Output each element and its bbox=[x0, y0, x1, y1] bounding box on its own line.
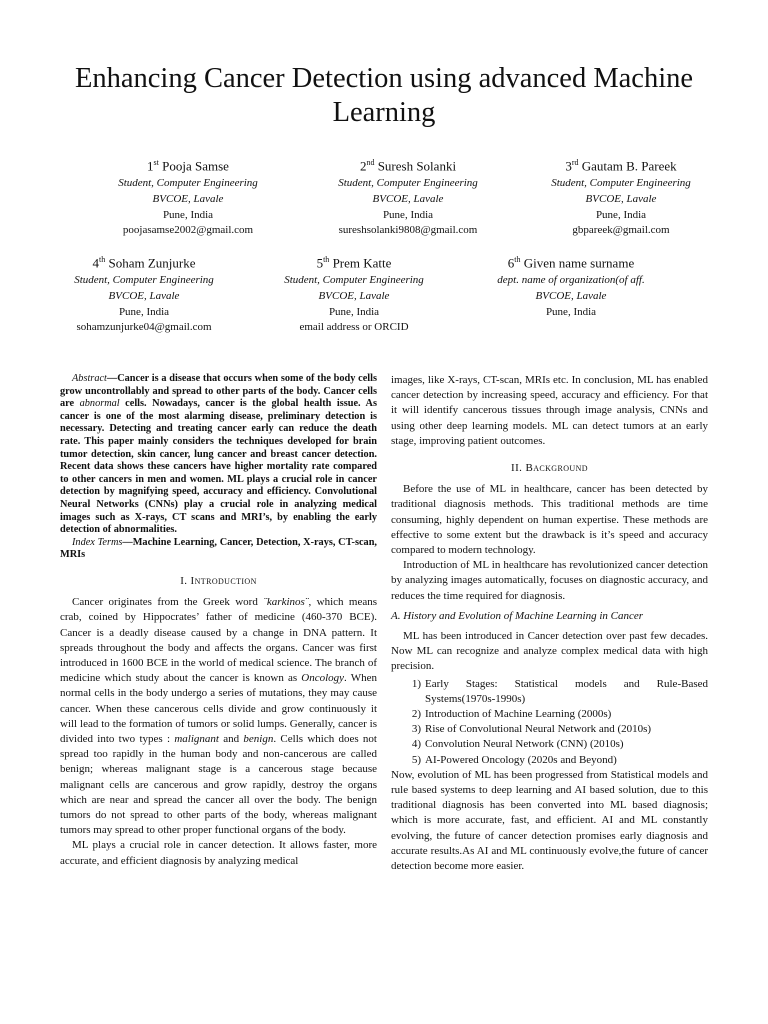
author-6 bbox=[451, 251, 691, 320]
background-paragraph-1: Before the use of ML in healthcare, cancer has been detected by traditional diagnosis methods. This traditional methods are time consuming, highly dependent on human expertise. These methods are effective to some extent but the drawback is it’s speed and accuracy compared to modern technology. bbox=[391, 483, 708, 557]
author-email: sohamzunjurke04@gmail.com bbox=[76, 321, 212, 334]
author-role: Student, Computer Engineering bbox=[74, 274, 214, 287]
abstract: Abstract—Cancer is a disease that occurs when some of the body cells grow uncontrollably and spread to other parts of the body. Cancer cells are abnormal cells. Nowadays, cancer is the global health issue. As cancer is one of the most alarming disease, preliminary detection is necessary. Detecting and treating cancer early can reduce the death rate. This paper mainly considers the techniques developed for brain tumor detection, skin cancer, lung cancer and breast cancer detection. Recent data shows these cancers have higher mortality rate compared to other cancers in men and women. ML plays a crucial role in cancer detection by magnifying speed, accuracy and efficiency. Convolutional Neural Networks (CNNs) play a crucial role in analyzing medical images such as X-rays, CT scans and MRI’s, by enabling the early detection of abnormalities. bbox=[60, 373, 377, 536]
list-item: 2) Introduction of Machine Learning (2000s) bbox=[411, 708, 612, 721]
author-institution: BVCOE, Lavale bbox=[318, 289, 390, 302]
author-location: Pune, India bbox=[162, 208, 214, 221]
author-5 bbox=[234, 251, 474, 336]
author-name: 3rd Gautam B. Pareek bbox=[565, 158, 677, 174]
list-item: 1) Early Stages: Statistical models and Rule-Based Systems(1970s-1990s) bbox=[411, 677, 708, 705]
author-email: sureshsolanki9808@gmail.com bbox=[338, 224, 478, 237]
author-role: dept. name of organization(of aff. bbox=[497, 274, 645, 287]
author-institution: BVCOE, Lavale bbox=[152, 192, 224, 205]
author-location: Pune, India bbox=[382, 208, 434, 221]
author-location: Pune, India bbox=[118, 305, 170, 318]
author-email: gbpareek@gmail.com bbox=[572, 224, 670, 237]
author-name: 6th Given name surname bbox=[507, 255, 635, 271]
author-location: Pune, India bbox=[328, 305, 380, 318]
author-role: Student, Computer Engineering bbox=[118, 177, 258, 190]
author-role: Student, Computer Engineering bbox=[338, 177, 478, 190]
list-item: 3) Rise of Convolutional Neural Network and (2010s) bbox=[411, 723, 652, 736]
author-institution: BVCOE, Lavale bbox=[372, 192, 444, 205]
author-location: Pune, India bbox=[545, 305, 597, 318]
author-3 bbox=[501, 154, 741, 239]
author-name: 4th Soham Zunjurke bbox=[92, 255, 196, 271]
author-institution: BVCOE, Lavale bbox=[108, 289, 180, 302]
right-column bbox=[391, 373, 708, 874]
author-name: 2nd Suresh Solanki bbox=[359, 158, 457, 174]
author-1 bbox=[68, 154, 308, 239]
author-name: 1st Pooja Samse bbox=[147, 158, 229, 174]
index-terms: Index Terms—Machine Learning, Cancer, Detection, X-rays, CT-scan, MRIs bbox=[60, 536, 377, 561]
history-list bbox=[391, 677, 708, 768]
section-heading-introduction: I. Introduction bbox=[180, 574, 257, 587]
section-heading-background: II. Background bbox=[511, 462, 588, 475]
author-location: Pune, India bbox=[595, 208, 647, 221]
background-paragraph-4: Now, evolution of ML has been progressed from Statistical models and rule based systems to deep learning and AI based solution, due to this traditional diagnosis has been converted into ML based diagnosis; which is more accurate, fast, and efficient. AI and ML constantly evolving, the future of cancer detection promises early diagnosis and accurate results.As AI and ML continuously evolve,the future of cancer detection become more easier. bbox=[391, 768, 708, 873]
subsection-heading-history: A. History and Evolution of Machine Learning in Cancer bbox=[391, 609, 644, 622]
background-paragraph-2: Introduction of ML in healthcare has revolutionized cancer detection by analyzing images automatically, focuses on diagnostic accuracy, and reduces the time required for diagnosis. bbox=[391, 559, 708, 602]
author-email: email address or ORCID bbox=[299, 321, 409, 334]
left-column bbox=[60, 373, 377, 869]
intro-paragraph-1: Cancer originates from the Greek word ¨karkinos¨, which means crab, coined by Hippocrates’ father of medicine (460-370 BCE). Cancer is a deadly disease caused by a change in DNA pattern. It spreads throughout the body and affects the organs. Cancer was first introduced in 1600 BCE in the world of medical science. The branch of medicine which study about the cancer is known as Oncology. When normal cells in the body undergo a series of mutations, they may cause cancer. When these cancerous cells divide and grow continuously it will lead to the formation of tumors or solid lumps. Generally, cancer is divided into two types : malignant and benign. Cells which does not spread too rapidly in the human body and non-cancerous are called benign; whereas malignant stage is a cancerous stage because malignant cells are cancerous and grow rapidly, destroy the organs which are near and spread the cancer all over the body. The benign tumors do not spread to other parts of the body, whereas malignant tumors may spread to other proper functional organs of the body. bbox=[60, 596, 378, 837]
author-institution: BVCOE, Lavale bbox=[535, 289, 607, 302]
author-2 bbox=[288, 154, 528, 239]
author-name: 5th Prem Katte bbox=[316, 255, 392, 271]
author-role: Student, Computer Engineering bbox=[284, 274, 424, 287]
author-institution: BVCOE, Lavale bbox=[585, 192, 657, 205]
intro-paragraph-2-continued: images, like X-rays, CT-scan, MRIs etc. In conclusion, ML has enabled cancer detection by increasing speed, accuracy and efficiency. For that it will identify cancerous tissues through image analysis, CNNs and using other deep learning models. ML can detect tumors at an early stage, improving patient outcomes. bbox=[391, 374, 708, 447]
list-item: 5) AI-Powered Oncology (2020s and Beyond) bbox=[411, 753, 617, 766]
author-email: poojasamse2002@gmail.com bbox=[122, 224, 254, 237]
background-paragraph-3: ML has been introduced in Cancer detection over past few decades. Now ML can recognize and analyze complex medical data with high precision. bbox=[391, 630, 708, 673]
list-item: 4) Convolution Neural Network (CNN) (2010s) bbox=[411, 738, 624, 751]
paper-title: Enhancing Cancer Detection using advanced Machine Learning bbox=[74, 63, 694, 128]
intro-paragraph-2: ML plays a crucial role in cancer detection. It allows faster, more accurate, and efficient diagnosis by analyzing medical bbox=[60, 839, 377, 867]
author-4 bbox=[24, 251, 264, 336]
author-role: Student, Computer Engineering bbox=[551, 177, 691, 190]
